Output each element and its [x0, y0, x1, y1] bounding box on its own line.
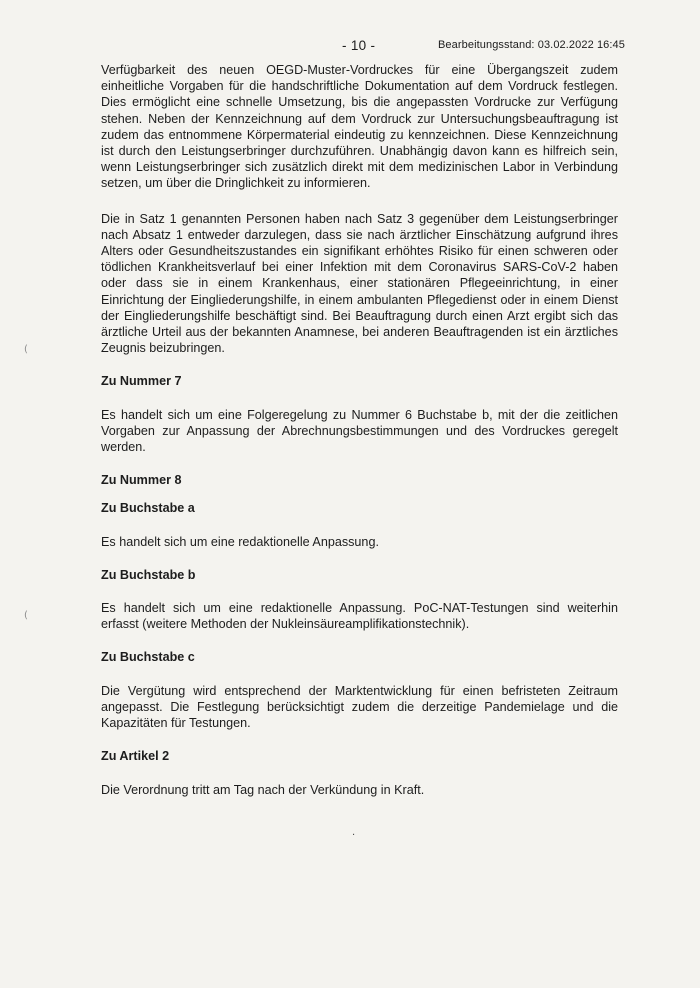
spacer: [101, 550, 618, 567]
spacer: [101, 666, 618, 683]
heading-zu-buchstabe-a: Zu Buchstabe a: [101, 501, 195, 516]
document-body: [101, 62, 618, 798]
paragraph-muster-vordruck: Verfügbarkeit des neuen OEGD-Muster-Vordruckes für eine Übergangszeit zudem einheitliche Vorgaben für die handschriftliche Dokumentation auf dem Vordruck festlegen. Dies ermöglicht eine schnelle Umsetzung, bis die angepassten Vordrucke zur Verfügung stehen. Neben der Kennzeichnung auf dem Vordruck zur Untersuchungsbeauftragung ist zudem das entnommene Körpermaterial eindeutig zu kennzeichnen. Diese Kennzeichnung ist durch den Leistungserbringer durchzuführen. Unabhängig davon kann es hilfreich sein, wenn Leistungserbringer sich zusätzlich direkt mit dem medizinischen Labor in Verbindung setzen, um über die Dringlichkeit zu informieren.: [101, 63, 618, 191]
heading-zu-buchstabe-c: Zu Buchstabe c: [101, 650, 195, 665]
paragraph-zu-buchstabe-a: Es handelt sich um eine redaktionelle Anpassung.: [101, 534, 379, 549]
spacer: [101, 583, 618, 600]
paragraph-zu-artikel-2: Die Verordnung tritt am Tag nach der Verkündung in Kraft.: [101, 782, 425, 797]
page-header: [0, 38, 700, 54]
paragraph-zu-buchstabe-b: Es handelt sich um eine redaktionelle Anpassung. PoC-NAT-Testungen sind weiterhin erfasst (weitere Methoden der Nukleinsäureamplifikationstechnik).: [101, 601, 618, 632]
heading-zu-artikel-2: Zu Artikel 2: [101, 749, 170, 764]
spacer: [101, 731, 618, 748]
spacer: [101, 455, 618, 472]
spacer: [101, 192, 618, 211]
scan-mark: (: [24, 344, 28, 355]
heading-zu-buchstabe-b: Zu Buchstabe b: [101, 567, 196, 582]
paragraph-zu-buchstabe-c: Die Vergütung wird entsprechend der Marktentwicklung für einen befristeten Zeitraum angepasst. Die Festlegung berücksichtigt zudem die derzeitige Pandemielage und die Kapazitäten für Testungen.: [101, 683, 618, 731]
spacer: [101, 390, 618, 407]
spacer: [101, 632, 618, 649]
spacer: [101, 517, 618, 534]
page-number: - 10 -: [342, 38, 376, 53]
paragraph-darlegung-risiko: Die in Satz 1 genannten Personen haben nach Satz 3 gegenüber dem Leistungserbringer nach Absatz 1 entweder darzulegen, dass sie nach ärztlicher Einschätzung aufgrund ihres Alters oder Gesundheitszustandes ein signifikant erhöhtes Risiko für einen schweren oder tödlichen Krankheitsverlauf bei einer Infektion mit dem Coronavirus SARS-CoV-2 haben oder dass sie in einem Krankenhaus, einer stationären Pflegeeinrichtung, in einer Einrichtung der Eingliederungshilfe, in einem ambulanten Pflegedienst oder in einem Dienst der Eingliederungshilfe beschäftigt sind. Bei Beauftragung durch einen Arzt ergibt sich das ärztliche Urteil aus der bekannten Anamnese, bei anderen Beauftragenden ist ein ärztliches Zeugnis beizubringen.: [101, 211, 618, 356]
spacer: [101, 765, 618, 782]
spacer: [101, 356, 618, 373]
scan-mark: (: [24, 610, 28, 621]
revision-status: Bearbeitungsstand: 03.02.2022 16:45: [438, 39, 625, 51]
heading-zu-nummer-8: Zu Nummer 8: [101, 473, 182, 488]
spacer: [101, 488, 618, 500]
heading-zu-nummer-7: Zu Nummer 7: [101, 374, 182, 389]
scan-dot: ·: [352, 830, 356, 841]
paragraph-zu-nummer-7: Es handelt sich um eine Folgeregelung zu Nummer 6 Buchstabe b, mit der die zeitlichen Vorgaben zur Anpassung der Abrechnungsbestimmungen und des Vordruckes geregelt werden.: [101, 407, 618, 455]
